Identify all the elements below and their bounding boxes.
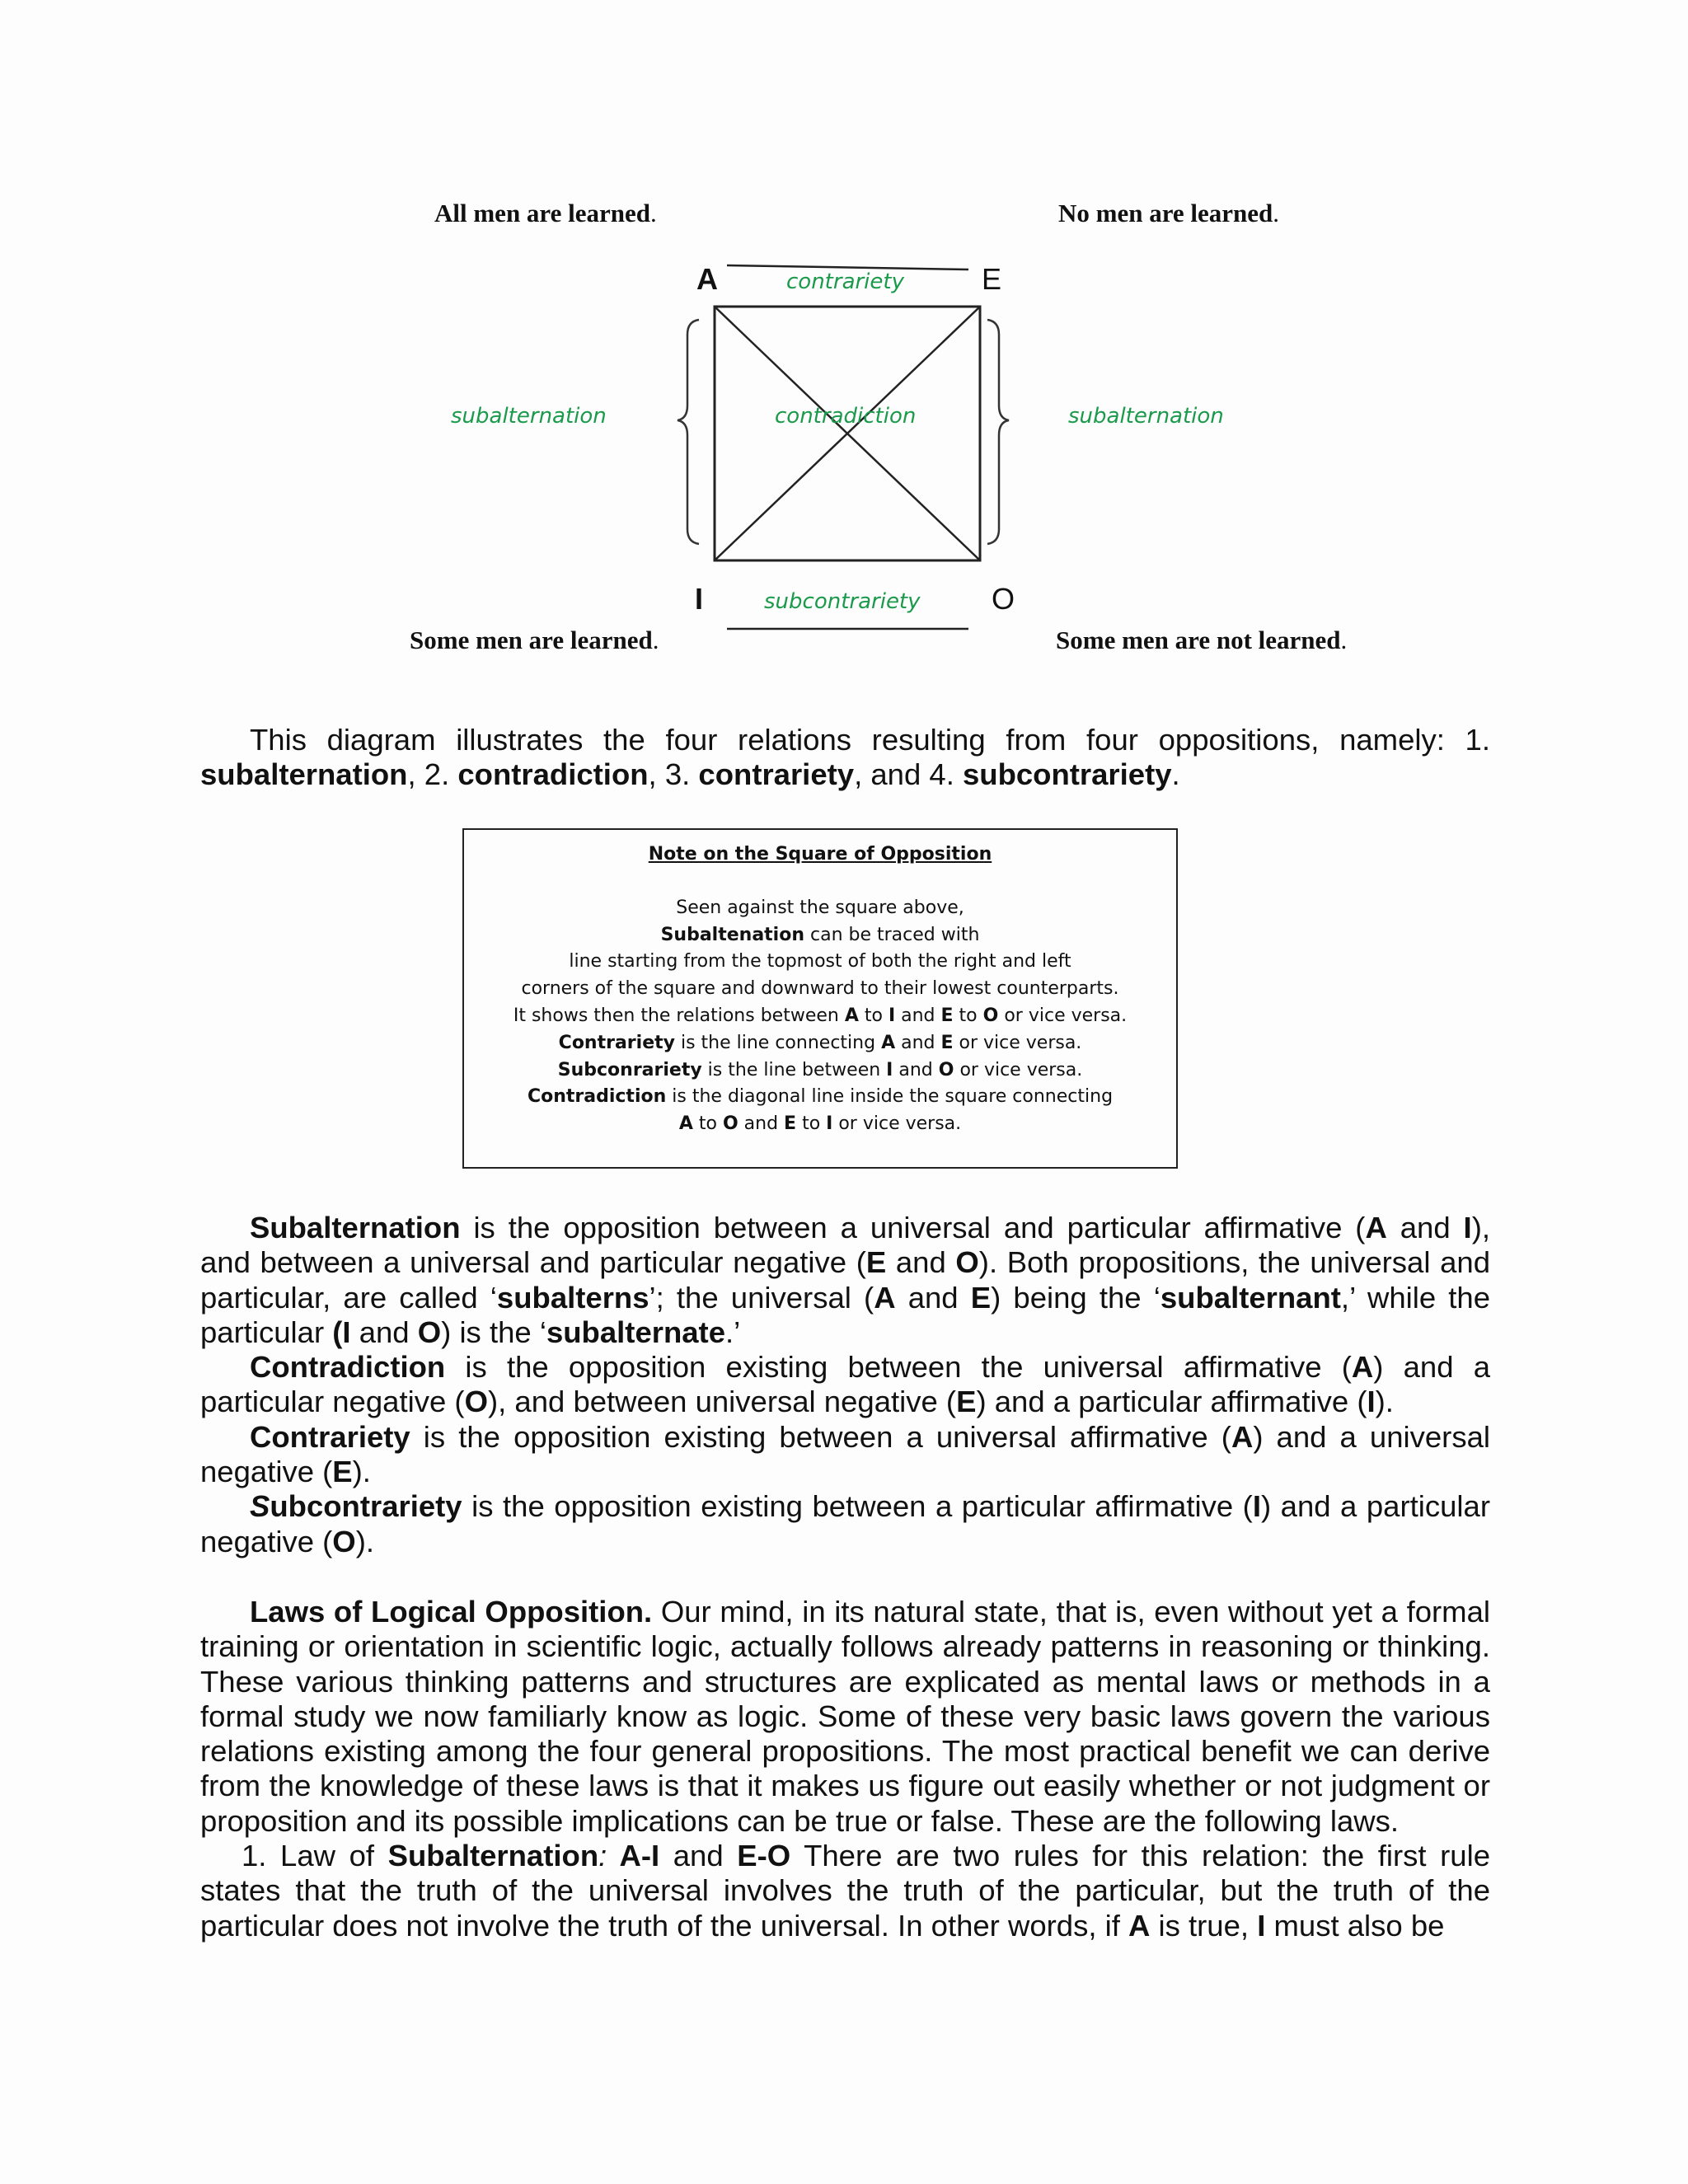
intro-paragraph: This diagram illustrates the four relations resulting from four oppositions, namely: 1. subalternation, 2. contradiction, 3. contrariety, and 4. subcontrariety.: [200, 723, 1490, 792]
corner-o: O: [992, 582, 1015, 616]
note-line: corners of the square and downward to their lowest counterparts.: [521, 978, 1119, 1000]
note-line: Seen against the square above,: [676, 897, 964, 918]
label-contradiction: contradiction: [775, 404, 917, 429]
laws-paragraph: Laws of Logical Opposition. Our mind, in its natural state, that is, even without yet a formal training or orientation in scientific logic, actually follows already patterns in reasoning or thinking. These various thinking patterns and structures are explicated as mental laws or methods in a formal study we now familiarly know as logic. Some of these very basic laws govern the various relations existing among the four general propositions. The most practical benefit we can derive from the knowledge of these laws is that it makes us figure out easily whether or not judgment or proposition and its possible implications can be true or false. These are the following laws.: [200, 1595, 1490, 1838]
square-lines: [0, 0, 1688, 742]
proposition-a: All men are learned.: [434, 199, 657, 227]
proposition-e: No men are learned.: [1058, 199, 1280, 227]
label-subalternation-left: subalternation: [451, 404, 607, 429]
note-box: [462, 828, 1178, 1169]
proposition-i: Some men are learned.: [410, 626, 659, 654]
subcontrariety-paragraph: Subcontrariety is the opposition existing between a particular affirmative (I) and a particular negative (O).: [200, 1489, 1490, 1558]
note-line: line starting from the topmost of both the right and left: [569, 951, 1071, 972]
label-subcontrariety: subcontrariety: [764, 589, 921, 614]
note-title: Note on the Square of Opposition: [648, 844, 992, 865]
proposition-o: Some men are not learned.: [1056, 626, 1348, 654]
label-subalternation-right: subalternation: [1068, 404, 1224, 429]
laws-section: [200, 1595, 1490, 1943]
note-line: Subaltenation can be traced with: [660, 924, 980, 945]
right-brace: [987, 320, 1009, 544]
corner-i: I: [695, 582, 704, 616]
note-line: It shows then the relations between A to I and E to O or vice versa.: [513, 1005, 1128, 1026]
label-contrariety: contrariety: [786, 269, 904, 294]
corner-a: A: [696, 262, 718, 296]
left-brace: [678, 320, 699, 544]
law-of-subalternation-paragraph: 1. Law of Subalternation: A-I and E-O There are two rules for this relation: the first rule states that the truth of the universal involves the truth of the particular, but the truth of the particular does not involve the truth of the universal. In other words, if A is true, I must also be: [200, 1839, 1490, 1943]
contradiction-paragraph: Contradiction is the opposition existing between the universal affirmative (A) and a particular negative (O), and between universal negative (E) and a particular affirmative (I).: [200, 1350, 1491, 1419]
note-line: A to O and E to I or vice versa.: [678, 1113, 962, 1135]
note-line: Subconrariety is the line between I and O or vice versa.: [557, 1059, 1083, 1080]
subalternation-paragraph: Subalternation is the opposition between a universal and particular affirmative (A and I), and between a universal and particular negative (E and O). Both propositions, the universal and particular, are called ‘subalterns’; the universal (A and E) being the ‘subalternant,’ while the particular (I and O) is the ‘subalternate.’: [200, 1211, 1491, 1349]
note-line: Contrariety is the line connecting A and E or vice versa.: [558, 1032, 1082, 1053]
contrariety-paragraph: Contrariety is the opposition existing between a universal affirmative (A) and a universal negative (E).: [200, 1419, 1490, 1489]
corner-e: E: [982, 262, 1002, 296]
note-line: Contradiction is the diagonal line inside the square connecting: [527, 1086, 1114, 1108]
definitions-section: [200, 1211, 1490, 1559]
